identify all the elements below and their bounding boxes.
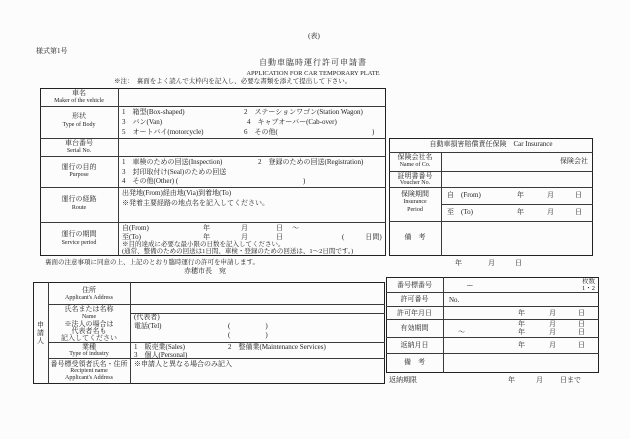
purpose-option-3[interactable]: 3 封印取付け(Seal)のための回送 [122,168,227,176]
plate-number-dash: ー [466,282,474,290]
serial-number-field[interactable] [120,140,384,154]
industry-label-ja: 業種 [82,343,96,351]
return-date-day: 日 [578,341,585,349]
page-title-en: APPLICATION FOR CAR TEMPORARY PLATE [246,70,380,77]
valid-to-year: 年 [518,328,525,336]
deadline-label: 返納期限 [389,376,417,384]
body-label-ja: 形状 [72,112,86,120]
purpose-option-4[interactable]: 4 その他(Other) ( [122,177,179,185]
period-from-year: 年 [203,224,210,232]
insurance-remarks-field[interactable] [443,223,591,254]
declaration-text: 裏面の注意事項に同意の上、上記のとおり臨時運行の許可を申請します。 [45,259,259,266]
body-option-2[interactable]: 2 ステーションワゴン(Station Wagon) [244,108,363,116]
voucher-label-ja: 証明書番号 [397,172,433,180]
period-from-day: 日 [276,224,283,232]
period-to-month: 月 [241,233,248,241]
sheets-label: 枚数 [582,278,595,285]
period-from-month: 月 [241,224,248,232]
applicant-name-field[interactable] [132,306,383,312]
grid-line [441,204,593,205]
application-date-month: 月 [488,259,495,267]
maker-field[interactable] [120,90,384,104]
insurance-period-label-en1: Insurance [403,199,427,205]
deadline-month: 月 [536,376,543,384]
permit-date-year: 年 [518,309,525,317]
route-field[interactable] [120,208,384,220]
purpose-option-1[interactable]: 1 車検のための回送(Inspection) [122,158,223,166]
maker-label-en: Maker of the vehicle [54,98,104,104]
office-remarks-field[interactable] [445,355,597,371]
applicant-name-label-en: Name [81,314,97,320]
grid-line [48,358,385,359]
period-note-1: ※目的達成に必要な最小限の日数を記入してください。 [122,241,285,248]
applicant-address-label-ja: 住所 [82,286,96,294]
grid-line [389,221,593,222]
period-label-ja: 運行の期間 [61,230,97,238]
purpose-option-2[interactable]: 2 登録のための回送(Registration) [258,158,364,166]
valid-period-label: 有効期間 [400,324,429,332]
insurance-company-label-ja: 保険会社名 [397,153,433,161]
recipient-label-en2: Applicant's Address [65,375,113,381]
applicant-section-label: 申請人 [37,321,44,346]
voucher-label-en: Voucher No. [399,180,431,186]
valid-to-day: 日 [578,328,585,336]
application-date-day: 日 [515,259,522,267]
grid-line [389,187,593,188]
deadline-day-suffix: 日まで [560,376,581,384]
grid-line [386,353,599,354]
grid-line [118,88,119,256]
side-label: (表) [308,32,320,40]
addressee: 赤穂市長 宛 [184,267,226,275]
insurance-period-label-en2: Period [407,207,423,213]
insurance-from-label: 自 (From) [447,191,481,199]
industry-option-2[interactable]: 2 整備業(Maintenance Services) [228,343,326,351]
deadline-year: 年 [508,376,515,384]
permit-date-day: 日 [578,309,585,317]
period-from-label: 自(From) [122,224,149,232]
recipient-note: ※申請人と異なる場合のみ記入 [134,360,232,368]
page-title-ja: 自動車臨時運行許可申請書 [259,58,367,67]
route-hint-1: 出発地(From)経由地(Via)到着地(To) [122,189,232,197]
grid-line [48,342,385,343]
body-option-3[interactable]: 3 バン(Van) [122,118,163,126]
insurance-to-month: 月 [547,208,554,216]
applicant-address-field[interactable] [132,284,383,302]
serial-label-en: Serial No. [66,148,92,154]
insurance-to-year: 年 [517,208,524,216]
representative-label: (代表者) [134,313,160,321]
instruction-note: ※注： 裏面をよく読んで太枠内を記入し、必要な書類を添えて提出して下さい。 [114,78,352,85]
office-remarks-label: 備 考 [404,358,425,366]
application-date-year: 年 [455,259,462,267]
body-option-1[interactable]: 1 箱型(Box-shaped) [122,108,185,116]
grid-line [386,319,599,320]
industry-option-1[interactable]: 1 販売業(Sales) [134,343,185,351]
purpose-label-en: Purpose [69,172,89,178]
maker-label-ja: 車名 [72,89,86,97]
body-label-en: Type of Body [62,122,96,128]
tel-label: 電話(Tel) [134,322,162,330]
period-to-year: 年 [203,233,210,241]
insurance-period-label-ja: 保険期間 [401,190,429,198]
grid-line [130,313,385,314]
applicant-name-label-ja: 氏名または名称 [64,305,114,313]
grid-line [386,337,599,338]
form-number: 様式第1号 [36,47,68,55]
plate-number-label: 番号標番号 [397,281,432,289]
valid-from-month: 月 [549,320,556,328]
serial-label-ja: 車台番号 [65,139,93,147]
applicant-name-note-3: 記入してください [61,334,117,342]
body-option-5[interactable]: 5 オートバイ(motorcycle) [122,128,204,136]
applicant-address-label-en: Applicant's Address [65,295,113,301]
grid-line [40,106,386,107]
period-to-day: 日 [276,233,283,241]
grid-line [130,282,131,384]
insurance-title: 自動車損害賠償責任保険 Car Insurance [429,140,553,148]
tel-paren-2[interactable]: ( ) [228,331,268,339]
insurance-from-day: 日 [575,191,582,199]
valid-from-year: 年 [518,320,525,328]
insurance-remarks-label: 備 考 [404,233,426,241]
permit-date-month: 月 [549,309,556,317]
grid-line [40,187,386,188]
tel-paren-1[interactable]: ( ) [228,322,268,330]
insurance-to-label: 至 (To) [447,208,473,216]
insurance-to-day: 日 [575,208,582,216]
route-label-ja: 運行の経路 [61,195,97,203]
route-hint-2: ※発着主要経路の地点名を記入してください。 [122,199,269,207]
period-note-2: (通常、整備のための回送は1日間、車検・登録のための回送は、1～2日間です。) [122,248,354,255]
route-label-en: Route [71,205,87,211]
insurance-company-label-en: Name of Co. [399,162,431,168]
industry-option-3[interactable]: 3 個人(Personal) [134,351,188,359]
body-option-6-close: ) [372,128,375,136]
period-tilde: ～ [292,224,299,232]
purpose-option-4-close: ) [303,177,306,185]
industry-label-en: Type of industry [69,351,109,357]
grid-line [40,222,386,223]
recipient-field[interactable] [132,367,383,382]
recipient-label-en1: Recipient name [70,368,108,374]
return-date-month: 月 [549,341,556,349]
recipient-label-ja: 番号標受領者氏名・住所 [50,360,128,368]
insurance-from-month: 月 [547,191,554,199]
grid-line [386,306,599,307]
insurance-company-value: 保険会社 [560,157,588,165]
valid-to-month: 月 [549,328,556,336]
permit-number-value: No. [449,296,460,304]
period-label-en: Service period [61,240,97,246]
voucher-number-field[interactable] [443,173,591,185]
insurance-from-year: 年 [517,191,524,199]
grid-line [40,156,386,157]
period-to-label: 至(To) [122,233,141,241]
valid-from-day: 日 [578,320,585,328]
body-option-4[interactable]: 4 キャブオーバー(Cab-over) [247,118,337,126]
sheets-value: 1・2 [582,285,595,292]
applicant-name-note-2: 代表者名も [71,327,107,335]
period-days-paren: ( 日間) [342,233,382,241]
body-option-6[interactable]: 6 その他( [244,128,278,136]
valid-tilde: ～ [458,328,465,336]
permit-number-label: 許可番号 [400,295,429,303]
applicant-name-note-1: ※法人の場合は [64,320,114,328]
return-date-year: 年 [518,341,525,349]
permit-date-label: 許可年月日 [397,309,432,317]
return-date-label: 返納月日 [400,341,429,349]
purpose-label-ja: 運行の目的 [61,163,97,171]
